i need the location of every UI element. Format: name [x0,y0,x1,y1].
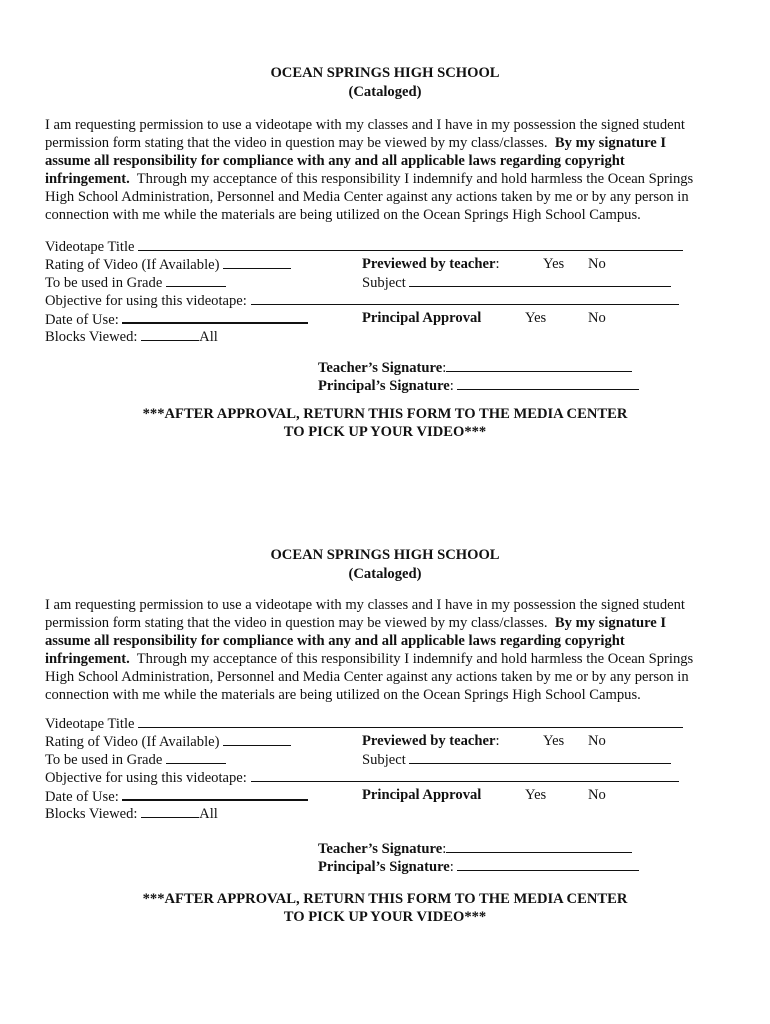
subject-field[interactable] [409,273,671,287]
objective-row [45,768,679,787]
teacher-signature-row: Teacher’s Signature: [318,839,632,858]
videotape-title-field[interactable] [138,237,683,251]
statement-line: High School Administration, Personnel and Media Center against any actions taken by me or by any person in [45,189,689,205]
grade-row [45,273,226,292]
rating-label: Rating of Video (If Available) [45,734,220,750]
statement-line: permission form stating that the video in question may be viewed by my class/classes. By my signature I [45,615,667,631]
permission-statement [45,116,735,224]
objective-label: Objective for using this videotape: [45,293,247,309]
blocks-field[interactable] [141,804,199,818]
date-row [45,786,308,806]
statement-line: High School Administration, Personnel and Media Center against any actions taken by me or by any person in [45,669,689,685]
teacher-signature-row: Teacher’s Signature: [318,358,632,377]
return-instruction-line1: ***AFTER APPROVAL, RETURN THIS FORM TO THE MEDIA CENTER [142,406,628,422]
principal-signature-label: Principal’s Signature [318,378,450,394]
previewed-row: Previewed by teacher: [362,733,500,749]
approval-no-option[interactable]: No [588,787,606,803]
previewed-yes-option[interactable]: Yes [543,256,565,272]
subject-field[interactable] [409,750,671,764]
statement-line: permission form stating that the video in question may be viewed by my class/classes. By my signature I [45,135,667,151]
objective-row [45,291,679,310]
principal-approval-label: Principal Approval [362,310,482,326]
statement-line: infringement. Through my acceptance of this responsibility I indemnify and hold harmless the Ocean Springs [45,171,694,187]
previewed-no-option[interactable]: No [588,256,606,272]
teacher-signature-label: Teacher’s Signature [318,841,443,857]
grade-label: To be used in Grade [45,275,163,291]
objective-label: Objective for using this videotape: [45,770,247,786]
previewed-yes-option[interactable]: Yes [543,733,565,749]
school-name: OCEAN SPRINGS HIGH SCHOOL [270,547,500,563]
rating-row [45,732,291,751]
teacher-signature-label: Teacher’s Signature [318,360,443,376]
school-name: OCEAN SPRINGS HIGH SCHOOL [270,65,500,81]
approval-yes-option[interactable]: Yes [525,787,547,803]
previewed-label: Previewed by teacher [362,733,496,749]
rating-field[interactable] [223,255,291,269]
date-field[interactable] [122,309,308,324]
statement-line: I am requesting permission to use a videotape with my classes and I have in my possession the signed student [45,597,685,613]
statement-line: connection with me while the materials are being utilized on the Ocean Springs High School Campus. [45,207,641,223]
permission-form-bottom [0,546,770,946]
return-instruction-line1: ***AFTER APPROVAL, RETURN THIS FORM TO THE MEDIA CENTER [142,891,628,907]
approval-no-option[interactable]: No [588,310,606,326]
date-label: Date of Use: [45,789,119,805]
date-row [45,309,308,329]
objective-field[interactable] [251,291,679,305]
blocks-all-label: All [199,329,218,345]
blocks-label: Blocks Viewed: [45,329,138,345]
previewed-row: Previewed by teacher: [362,256,500,272]
principal-approval-label: Principal Approval [362,787,482,803]
statement-line: infringement. Through my acceptance of this responsibility I indemnify and hold harmless the Ocean Springs [45,651,694,667]
videotape-title-label: Videotape Title [45,239,135,255]
permission-form-top [0,64,770,464]
rating-row [45,255,291,274]
grade-field[interactable] [166,273,226,287]
approval-yes-option[interactable]: Yes [525,310,547,326]
blocks-label: Blocks Viewed: [45,806,138,822]
return-instruction-line2: TO PICK UP YOUR VIDEO*** [283,424,487,440]
blocks-row [45,804,218,823]
previewed-label: Previewed by teacher [362,256,496,272]
subject-row [362,750,671,769]
principal-signature-field[interactable] [457,857,639,871]
statement-line: connection with me while the materials are being utilized on the Ocean Springs High School Campus. [45,687,641,703]
blocks-field[interactable] [141,327,199,341]
videotape-title-row [45,237,683,256]
return-instruction-line2: TO PICK UP YOUR VIDEO*** [283,909,487,925]
previewed-no-option[interactable]: No [588,733,606,749]
subject-label: Subject [362,275,406,291]
date-label: Date of Use: [45,312,119,328]
principal-signature-field[interactable] [457,376,639,390]
rating-field[interactable] [223,732,291,746]
subject-row [362,273,671,292]
videotape-title-row [45,714,683,733]
grade-row [45,750,226,769]
permission-statement [45,596,735,704]
catalog-status: (Cataloged) [348,84,422,100]
videotape-title-label: Videotape Title [45,716,135,732]
principal-signature-row: Principal’s Signature: [318,376,639,395]
grade-label: To be used in Grade [45,752,163,768]
teacher-signature-field[interactable] [446,839,632,853]
grade-field[interactable] [166,750,226,764]
date-field[interactable] [122,786,308,801]
principal-signature-row: Principal’s Signature: [318,857,639,876]
statement-line: assume all responsibility for compliance with any and all applicable laws regarding copyright [45,633,625,649]
teacher-signature-field[interactable] [446,358,632,372]
objective-field[interactable] [251,768,679,782]
blocks-all-label: All [199,806,218,822]
rating-label: Rating of Video (If Available) [45,257,220,273]
catalog-status: (Cataloged) [348,566,422,582]
blocks-row [45,327,218,346]
principal-signature-label: Principal’s Signature [318,859,450,875]
subject-label: Subject [362,752,406,768]
statement-line: assume all responsibility for compliance with any and all applicable laws regarding copyright [45,153,625,169]
statement-line: I am requesting permission to use a videotape with my classes and I have in my possession the signed student [45,117,685,133]
videotape-title-field[interactable] [138,714,683,728]
